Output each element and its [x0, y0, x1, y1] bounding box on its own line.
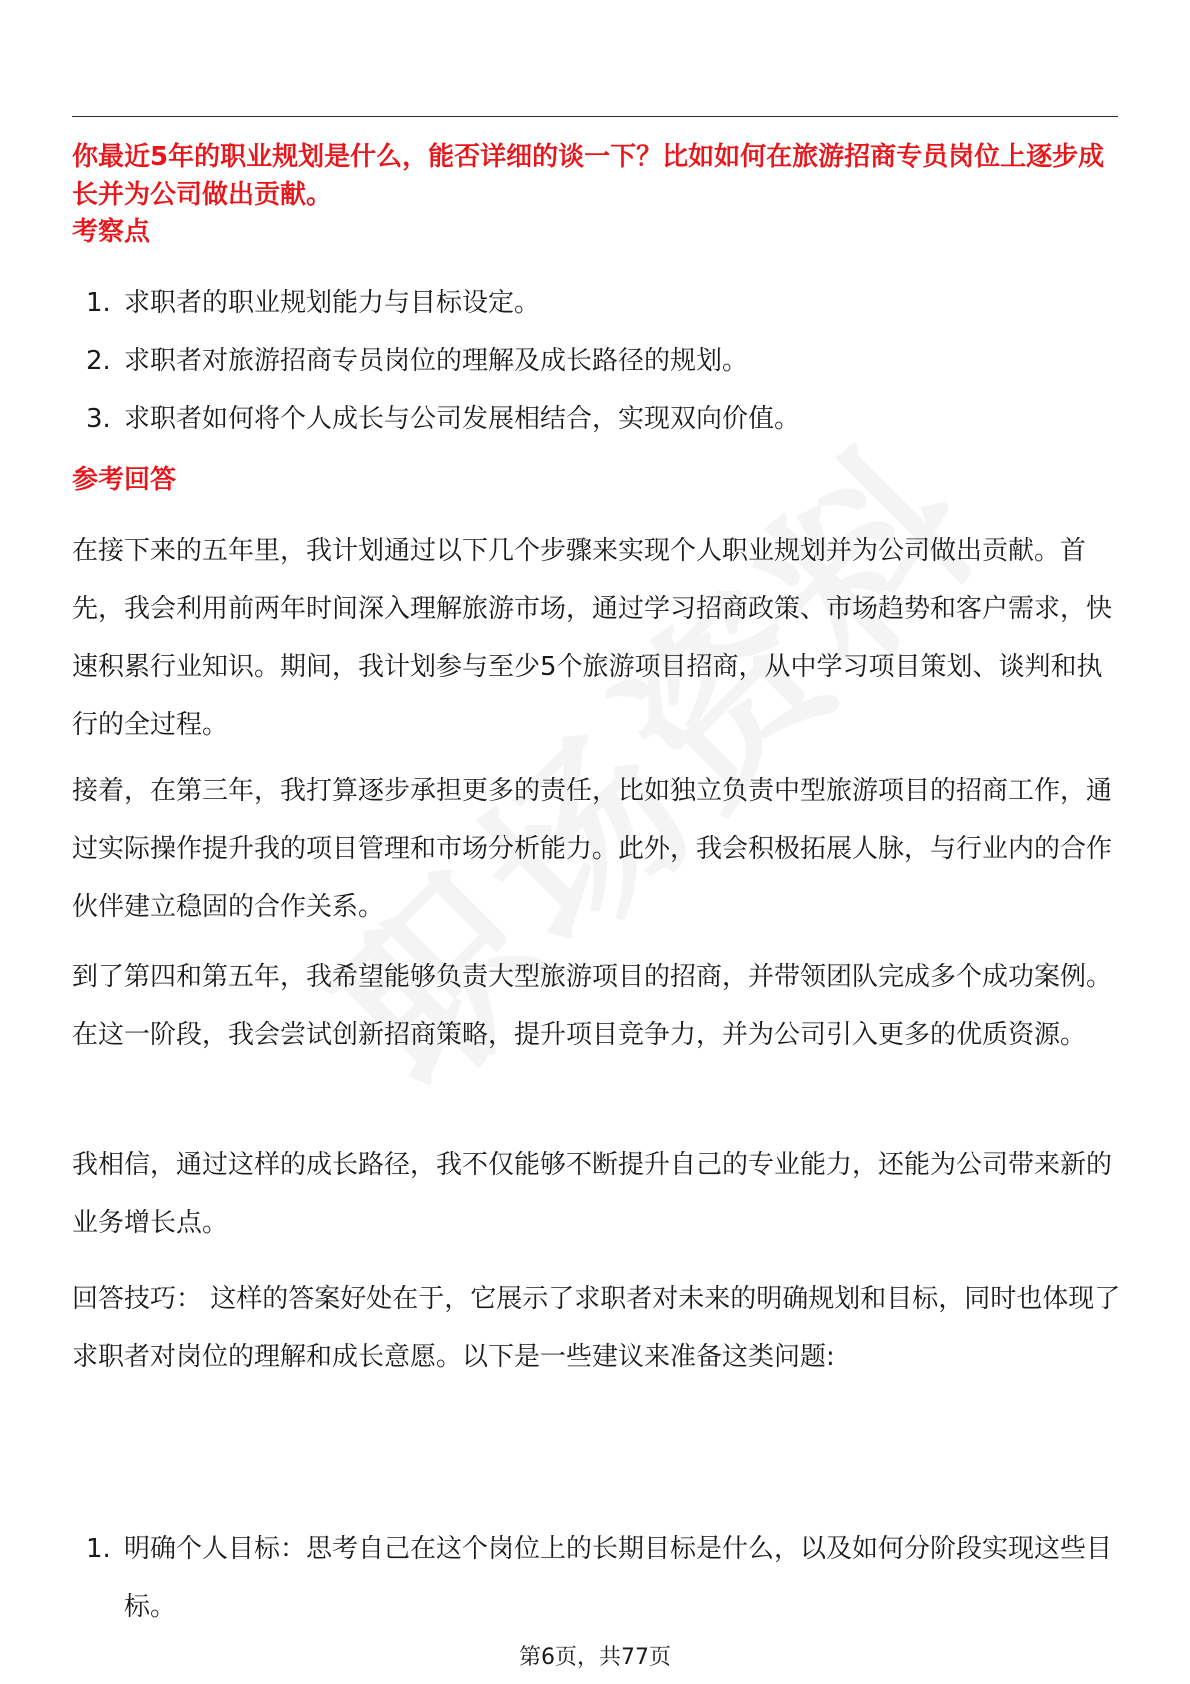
focus-heading: 考察点 [72, 217, 151, 247]
list-item [72, 332, 1118, 390]
top-divider [72, 116, 1118, 117]
list-number: 2. [86, 346, 111, 376]
answer-heading: 参考回答 [72, 465, 177, 495]
list-item [72, 274, 1118, 332]
answer-paragraph: 我相信，通过这样的成长路径，我不仅能够不断提升自己的专业能力，还能为公司带来新的业务增长点。 [72, 1150, 1113, 1238]
answer-paragraph: 接着，在第三年，我打算逐步承担更多的责任，比如独立负责中型旅游项目的招商工作，通过实际操作提升我的项目管理和市场分析能力。此外，我会积极拓展人脉，与行业内的合作伙伴建立稳固的合作关系。 [72, 776, 1113, 922]
tips-list [72, 1520, 1118, 1636]
list-text: 求职者如何将个人成长与公司发展相结合，实现双向价值。 [124, 404, 801, 434]
question-title: 你最近5年的职业规划是什么，能否详细的谈一下？比如如何在旅游招商专员岗位上逐步成长并为公司做出贡献。 [72, 142, 1105, 210]
list-text: 明确个人目标：思考自己在这个岗位上的长期目标是什么，以及如何分阶段实现这些目标。 [124, 1534, 1113, 1622]
list-number: 3. [86, 404, 111, 434]
answer-paragraph: 在接下来的五年里，我计划通过以下几个步骤来实现个人职业规划并为公司做出贡献。首先，我会利用前两年时间深入理解旅游市场，通过学习招商政策、市场趋势和客户需求，快速积累行业知识。期间，我计划参与至少5个旅游项目招商，从中学习项目策划、谈判和执行的全过程。 [72, 536, 1113, 740]
list-text: 求职者对旅游招商专员岗位的理解及成长路径的规划。 [124, 346, 749, 376]
list-number: 1. [86, 288, 111, 318]
answer-paragraph: 到了第四和第五年，我希望能够负责大型旅游项目的招商，并带领团队完成多个成功案例。在这一阶段，我会尝试创新招商策略，提升项目竞争力，并为公司引入更多的优质资源。 [72, 962, 1113, 1050]
list-item [72, 1520, 1118, 1636]
list-number: 1. [86, 1534, 111, 1564]
tips-intro-paragraph: 回答技巧： 这样的答案好处在于，它展示了求职者对未来的明确规划和目标，同时也体现了求职者对岗位的理解和成长意愿。以下是一些建议来准备这类问题: [72, 1284, 1121, 1372]
page-number: 第6页，共77页 [519, 1645, 671, 1670]
focus-list [72, 274, 1118, 448]
list-text: 求职者的职业规划能力与目标设定。 [124, 288, 541, 318]
list-item [72, 390, 1118, 448]
